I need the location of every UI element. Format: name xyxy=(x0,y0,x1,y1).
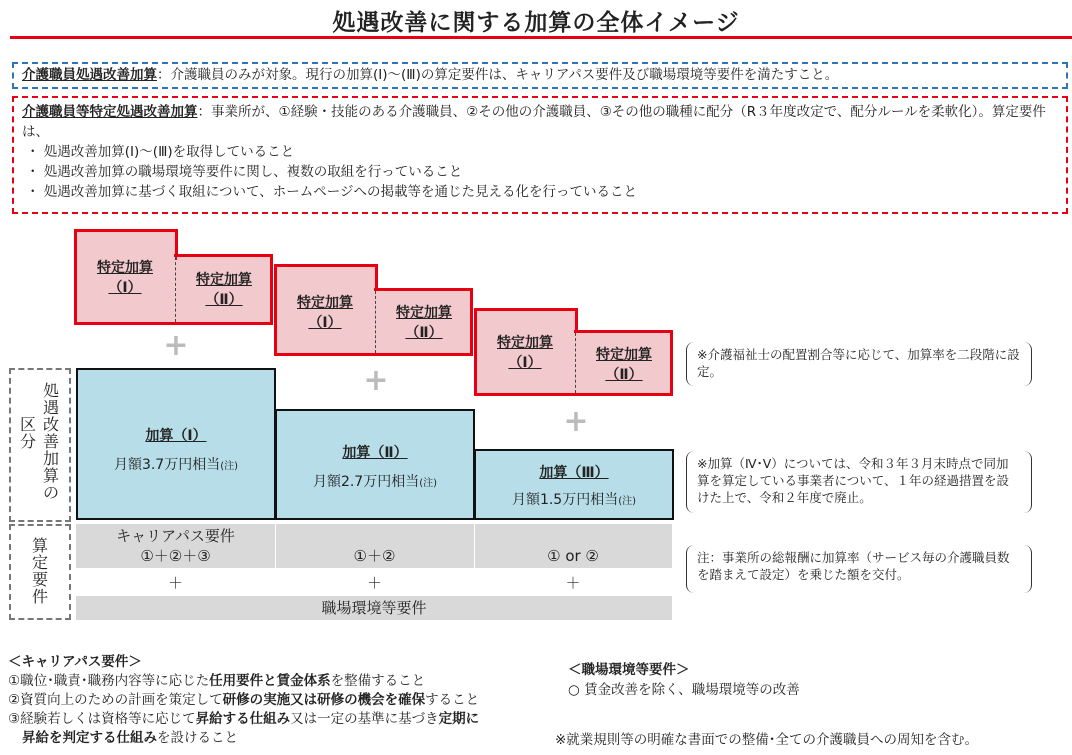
kasan-2-amount: 月額2.7万円相当(注) xyxy=(312,474,438,490)
kasan-3-amount: 月額1.5万円相当(注) xyxy=(511,492,637,508)
kasan-1-block xyxy=(76,368,276,520)
note-3: 注：事業所の総報酬に加算率（サービス毎の介護職員数を踏まえて設定）を乗じた額を交付。 xyxy=(686,545,1032,593)
career-item-3-cont: 昇給を判定する仕組みを設けること xyxy=(22,730,238,746)
kasan-2-label: 加算（Ⅱ） xyxy=(342,445,408,461)
box2-text: ：事業所が、①経験・技能のある介護職員、②その他の介護職員、③その他の職種に配分（R３年度改定で、配分ルールを柔軟化）。算定要件は、 xyxy=(22,104,1046,140)
title-underline xyxy=(10,36,1072,39)
kasan-2-block xyxy=(275,409,475,520)
shokuba-footer-title: ＜職場環境等要件＞ xyxy=(568,662,690,678)
kasan-3-block xyxy=(474,449,674,520)
req-plus: ＋ xyxy=(565,574,581,592)
shokuba-note: ※就業規則等の明確な書面での整備･全ての介護職員への周知を含む。 xyxy=(555,732,979,748)
career-footer-title: ＜キャリアパス要件＞ xyxy=(8,654,142,670)
career-item-1: ①職位･職責･職務内容等に応じた任用要件と賃金体系を整備すること xyxy=(8,673,426,689)
career-col1: キャリアパス要件 ①＋②＋③ xyxy=(116,527,235,565)
note-2: ※加算（Ⅳ･Ⅴ）については、令和３年３月末時点で同加算を算定している事業者について、１年の経過措置を設けた上で、令和２年度で廃止。 xyxy=(686,451,1032,513)
box2-bullet: ・ 処遇改善加算(Ⅰ)～(Ⅲ)を取得していること xyxy=(26,144,295,160)
kubun-label-col1: 処 遇 改 善 加 算 の xyxy=(42,381,59,502)
tokutei-1-label: 特定加算 （Ⅰ） xyxy=(97,260,153,296)
santei-label: 算 定 要 件 xyxy=(31,536,48,606)
box2-bullet: ・ 処遇改善加算の職場環境等要件に関し、複数の取組を行っていること xyxy=(26,164,463,180)
career-col2: ①＋② xyxy=(353,547,396,565)
career-col3: ① or ② xyxy=(547,547,599,565)
kasan-1-label: 加算（Ⅰ） xyxy=(145,428,207,444)
tokutei-2-label: 特定加算 （Ⅱ） xyxy=(196,272,252,308)
req-plus: ＋ xyxy=(167,574,183,592)
tokutei-2-label: 特定加算 （Ⅱ） xyxy=(596,347,652,383)
kubun-label-col2: 区 分 xyxy=(19,415,36,451)
plus-icon: + xyxy=(563,404,589,439)
box2-bullet: ・ 処遇改善加算に基づく取組について、ホームページへの掲載等を通じた見える化を行っていること xyxy=(26,184,637,200)
plus-icon: + xyxy=(363,363,389,398)
kasan-3-label: 加算（Ⅲ） xyxy=(539,465,609,481)
tokutei-1-label: 特定加算 （Ⅰ） xyxy=(297,295,353,331)
box1-text: ：介護職員のみが対象。現行の加算(Ⅰ)～(Ⅲ)の算定要件は、キャリアパス要件及び職場環境等要件を満たすこと。 xyxy=(157,67,839,83)
tokutei-description-box xyxy=(12,96,1068,214)
career-item-3: ③経験若しくは資格等に応じて昇給する仕組み又は一定の基準に基づき定期に xyxy=(8,711,480,727)
shokuba-label: 職場環境等要件 xyxy=(321,599,427,617)
tokutei-1-label: 特定加算 （Ⅰ） xyxy=(497,335,553,371)
kasan-1-amount: 月額3.7万円相当(注) xyxy=(113,457,239,473)
note-1: ※介護福祉士の配置割合等に応じて、加算率を二段階に設定。 xyxy=(686,342,1032,386)
shokuba-item-1: ○ 賃金改善を除く、職場環境等の改善 xyxy=(568,682,800,698)
tokutei-2-label: 特定加算 （Ⅱ） xyxy=(396,305,452,341)
page-title: 処遇改善に関する加算の全体イメージ xyxy=(332,10,740,36)
box2-term: 介護職員等特定処遇改善加算 xyxy=(22,104,198,120)
shogu-kaizen-description-box xyxy=(12,62,1068,89)
plus-icon: + xyxy=(163,328,189,363)
req-plus: ＋ xyxy=(366,574,382,592)
box1-term: 介護職員処遇改善加算 xyxy=(22,67,157,83)
career-item-2: ②資質向上のための計画を策定して研修の実施又は研修の機会を確保すること xyxy=(8,692,480,708)
